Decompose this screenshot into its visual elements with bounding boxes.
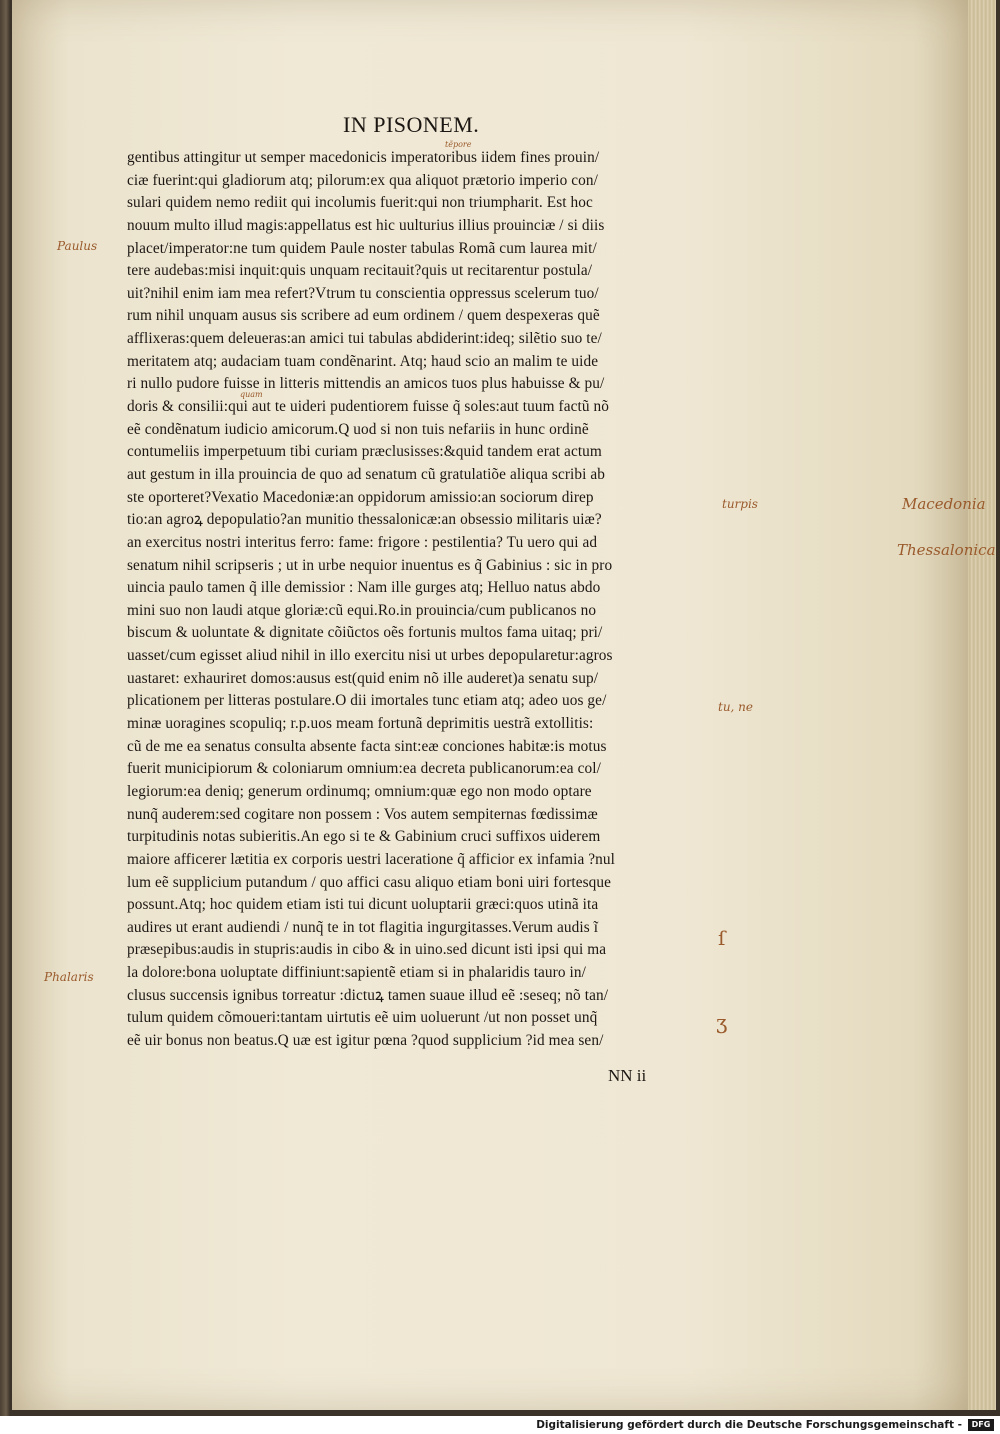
text-line: meritatem atq; audaciam tuam condẽnarint. Atq; haud scio an malim te uide bbox=[127, 352, 599, 370]
text-line: plicationem per litteras postulare.O dii imortales tunc etiam atq; adeo uos ge/ bbox=[127, 692, 607, 710]
text-line: uastaret: exhauriret domos:ausus est(quid enim nõ ille auderet)a senatu sup/ bbox=[127, 669, 599, 687]
text-line: uit?nihil enim iam mea refert?Vtrum tu conscientia oppressus scelerum tuo/ bbox=[127, 284, 599, 302]
text-line: uincia paulo tamen q̃ ille demissior : Nam ille gurges atq; Helluo natus abdo bbox=[127, 579, 601, 597]
text-line: placet/imperator:ne tum quidem Paule noster tabulas Romã cum laurea mit/ bbox=[127, 239, 597, 257]
text-line: rum nihil unquam ausus sis scribere ad eum ordinem / quem despexeras quẽ bbox=[127, 307, 600, 325]
text-line: uasset/cum egisset aliud nihil in illo exercitu nisi ut urbes depopularetur:agros bbox=[127, 647, 613, 665]
text-line: minæ uoragines scopuliq; r.p.uos meam fortunã deprimitis uestrã extollitis: bbox=[127, 715, 594, 733]
margin-bracket-mark: ſ bbox=[718, 926, 726, 950]
interlinear-note-tempore: tẽpore bbox=[445, 140, 472, 149]
interlinear-note-quam: quam bbox=[240, 390, 263, 399]
page-edges bbox=[968, 0, 996, 1410]
margin-note-phalaris: Phalaris bbox=[44, 970, 94, 984]
text-line: eẽ uir bonus non beatus.Q uæ est igitur pœna ?quod supplicium ?id mea sen/ bbox=[127, 1031, 604, 1049]
main-text-block bbox=[127, 147, 717, 1053]
margin-note-thessalonica: Thessalonica bbox=[897, 541, 996, 559]
text-line: nouum multo illud magis:appellatus est hic uulturius illius prouinciæ / si diis bbox=[127, 216, 605, 234]
text-line: legiorum:ea deniq; generum ordinumq; omnium:quæ ego non modo optare bbox=[127, 782, 592, 800]
text-line: possunt.Atq; hoc quidem etiam isti tui dicunt uoluptarii græci:quos utinã ita bbox=[127, 896, 599, 914]
text-line: fuerit municipiorum & coloniarum omnium:ea decreta publicanorum:ea col/ bbox=[127, 760, 601, 778]
text-line: an exercitus nostri interitus ferro: fame: frigore : pestilentia? Tu uero qui ad bbox=[127, 533, 598, 551]
signature-mark: NN ii bbox=[608, 1066, 647, 1085]
margin-note-tunc: tu, ne bbox=[718, 700, 754, 714]
text-line: clusus succensis ignibus torreatur :dictuꝝ tamen suaue illud eẽ :seseq; nõ tan/ bbox=[127, 986, 609, 1004]
text-line: præsepibus:audis in stupris:audis in cibo & in uino.sed dicunt isti ipsi qui ma bbox=[127, 941, 607, 959]
text-line: ri nullo pudore fuisse in litteris mittendis an amicos tuos plus habuisse & pu/ bbox=[127, 375, 605, 393]
dfg-logo-icon: DFG bbox=[968, 1419, 994, 1431]
text-line: nunq̃ auderem:sed cogitare non possem : Vos autem sempiternas fœdissimæ bbox=[127, 805, 598, 823]
text-line: maiore afficerer lætitia ex corporis uestri laceratione q̃ afficior ex infamia ?nul bbox=[127, 850, 615, 868]
text-line: ciæ fuerint:qui gladiorum atq; pilorum:ex qua aliquot prætorio imperio con/ bbox=[127, 171, 598, 189]
text-line: la dolore:bona uoluptate diffiniunt:sapientẽ etiam si in phalaridis tauro in/ bbox=[127, 964, 586, 982]
text-line: tio:an agroꝝ depopulatio?an munitio thessalonicæ:an obsessio militaris uiæ? bbox=[127, 511, 602, 529]
text-line: ste oporteret?Vexatio Macedoniæ:an oppidorum amissio:an sociorum direp bbox=[127, 488, 594, 506]
text-line: audires ut erant audiendi / nunq̃ te in tot flagitia ingurgitasses.Verum audis ĩ bbox=[127, 918, 599, 936]
text-line: turpitudinis notas subieritis.An ego si te & Gabinium cruci suffixos uiderem bbox=[127, 828, 601, 846]
text-line: gentibus attingitur ut semper macedonicis imperatoribus iidem fines prouin/ bbox=[127, 149, 600, 166]
text-line: afflixeras:quem deleueras:an amici tui tabulas abdiderint:ideq; silẽtio suo te/ bbox=[127, 330, 602, 348]
margin-bracket-mark: ʒ bbox=[716, 1010, 728, 1034]
text-line: lum eẽ supplicium putandum / quo affici casu aliquo etiam boni uiri fortesque bbox=[127, 873, 612, 891]
running-head: IN PISONEM. bbox=[343, 112, 480, 137]
footer-credit: Digitalisierung gefördert durch die Deutsche Forschungsgemeinschaft - bbox=[536, 1419, 962, 1431]
text-line: doris & consilii:qui aut te uideri pudentiorem fuisse q̃ soles:aut tuum factũ nõ bbox=[127, 398, 610, 416]
text-line: cũ de me ea senatus consulta absente facta sint:eæ conciones habitæ:is motus bbox=[127, 737, 607, 755]
margin-note-macedonia: Macedonia bbox=[902, 495, 986, 513]
text-line: mini suo non laudi atque gloriæ:cũ equi.Ro.in prouincia/cum publicanos no bbox=[127, 601, 597, 619]
margin-note-turpis: turpis bbox=[722, 497, 758, 511]
text-line: senatum nihil scripseris ; ut in urbe nequior inuentus es q̃ Gabinius : sic in pro bbox=[127, 556, 613, 574]
text-line: aut gestum in illa prouincia de quo ad senatum cũ gratulatiõe aliqua scribi ab bbox=[127, 465, 606, 483]
text-line: tere audebas:misi inquit:quis unquam recitauit?quis ut recitarentur postula/ bbox=[127, 262, 593, 280]
text-line: biscum & uoluntate & dignitate cõiũctos oẽs fortunis multos fama uitaq; pri/ bbox=[127, 624, 603, 642]
text-line: eẽ condẽnatum iudicio amicorum.Q uod si non tuis nefariis in hunc ordinẽ bbox=[127, 420, 589, 438]
text-line: tulum quidem cõmoueri:tantam uirtutis eẽ uim uoluerunt /ut non posset unq̃ bbox=[127, 1009, 598, 1027]
text-line: contumeliis imperpetuum tibi curiam præclusisses:&quid tandem erat actum bbox=[127, 443, 602, 461]
margin-note-paulus: Paulus bbox=[57, 239, 98, 253]
text-line: sulari quidem nemo rediit qui incolumis fuerit:qui non triumpharit. Est hoc bbox=[127, 194, 593, 212]
